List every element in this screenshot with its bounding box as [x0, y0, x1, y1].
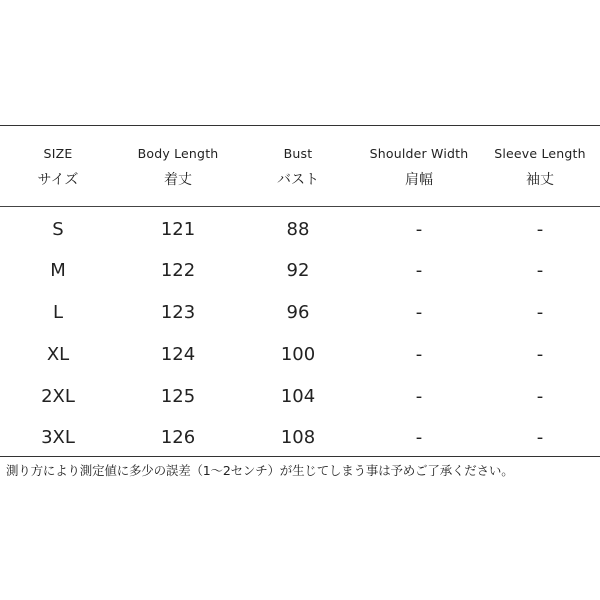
cell-sleeve-length: -	[536, 427, 544, 448]
table-top-rule	[0, 125, 600, 126]
table-row	[0, 418, 600, 458]
cell-body-length: 121	[160, 219, 196, 240]
cell-size: XL	[46, 344, 70, 365]
cell-sleeve-length: -	[536, 219, 544, 240]
header-divider	[0, 206, 600, 207]
cell-sleeve-length: -	[536, 302, 544, 323]
cell-bust: 104	[280, 386, 316, 407]
cell-sleeve-length: -	[536, 344, 544, 365]
cell-bust: 100	[280, 344, 316, 365]
cell-size: 2XL	[41, 386, 75, 407]
header-shoulder-width-jp: 肩幅	[405, 172, 433, 188]
header-body-length-en: Body Length	[137, 146, 219, 161]
header-bust-en: Bust	[283, 146, 313, 161]
cell-bust: 92	[286, 260, 310, 281]
cell-body-length: 126	[160, 427, 196, 448]
measurement-note: 測り方により測定値に多少の誤差（1〜2センチ）が生じてしまう事は予めご了承ください。	[6, 463, 514, 478]
cell-bust: 96	[286, 302, 310, 323]
table-bottom-rule	[0, 456, 600, 457]
header-size-jp: サイズ	[37, 172, 79, 188]
cell-shoulder-width: -	[415, 344, 423, 365]
header-sleeve-length-en: Sleeve Length	[494, 146, 586, 161]
cell-size: L	[52, 302, 64, 323]
cell-shoulder-width: -	[415, 302, 423, 323]
cell-sleeve-length: -	[536, 386, 544, 407]
cell-bust: 88	[286, 219, 310, 240]
cell-shoulder-width: -	[415, 219, 423, 240]
table-row	[0, 377, 600, 417]
cell-body-length: 125	[160, 386, 196, 407]
cell-body-length: 123	[160, 302, 196, 323]
table-row	[0, 210, 600, 250]
cell-shoulder-width: -	[415, 260, 423, 281]
cell-size: S	[52, 219, 64, 240]
cell-body-length: 122	[160, 260, 196, 281]
cell-size: M	[50, 260, 66, 281]
cell-shoulder-width: -	[415, 386, 423, 407]
header-shoulder-width-en: Shoulder Width	[369, 146, 469, 161]
cell-bust: 108	[280, 427, 316, 448]
cell-body-length: 124	[160, 344, 196, 365]
header-body-length-jp: 着丈	[164, 172, 192, 188]
table-row	[0, 293, 600, 333]
header-bust-jp: バスト	[277, 172, 319, 188]
cell-shoulder-width: -	[415, 427, 423, 448]
header-size-en: SIZE	[43, 146, 73, 161]
cell-sleeve-length: -	[536, 260, 544, 281]
table-row	[0, 335, 600, 375]
header-sleeve-length-jp: 袖丈	[526, 172, 554, 188]
table-row	[0, 251, 600, 291]
cell-size: 3XL	[41, 427, 75, 448]
